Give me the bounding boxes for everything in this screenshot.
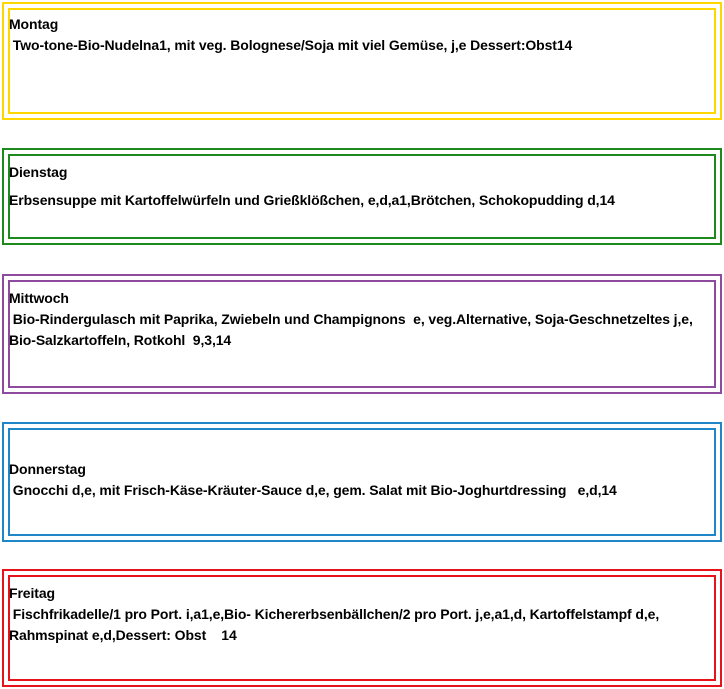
day-content-mittwoch bbox=[9, 288, 718, 351]
day-content-freitag bbox=[9, 583, 718, 646]
day-content-dienstag bbox=[9, 162, 718, 211]
day-menu: Fischfrikadelle/1 pro Port. i,a1,e,Bio- Kichererbsenbällchen/2 pro Port. j,e,a1,d, Kartoffelstampf d,e, Rahmspinat e,d,Dessert: Obst 14 bbox=[9, 606, 663, 643]
day-content-donnerstag bbox=[9, 459, 718, 501]
day-content-montag bbox=[9, 14, 718, 56]
day-menu: Two-tone-Bio-Nudelna1, mit veg. Bolognese/Soja mit viel Gemüse, j,e Dessert:Obst14 bbox=[9, 37, 573, 53]
day-title: Dienstag bbox=[9, 164, 68, 180]
day-title: Freitag bbox=[9, 585, 55, 601]
day-title: Donnerstag bbox=[9, 461, 86, 477]
day-title: Mittwoch bbox=[9, 290, 69, 306]
day-title: Montag bbox=[9, 16, 59, 32]
day-menu: Erbsensuppe mit Kartoffelwürfeln und Grießklößchen, e,d,a1,Brötchen, Schokopudding d,14 bbox=[9, 192, 615, 208]
day-menu: Bio-Rindergulasch mit Paprika, Zwiebeln und Champignons e, veg.Alternative, Soja-Geschnetzeltes j,e, Bio-Salzkartoffeln, Rotkohl 9,3,14 bbox=[9, 311, 697, 348]
day-menu: Gnocchi d,e, mit Frisch-Käse-Kräuter-Sauce d,e, gem. Salat mit Bio-Joghurtdressing e,d,14 bbox=[9, 482, 617, 498]
